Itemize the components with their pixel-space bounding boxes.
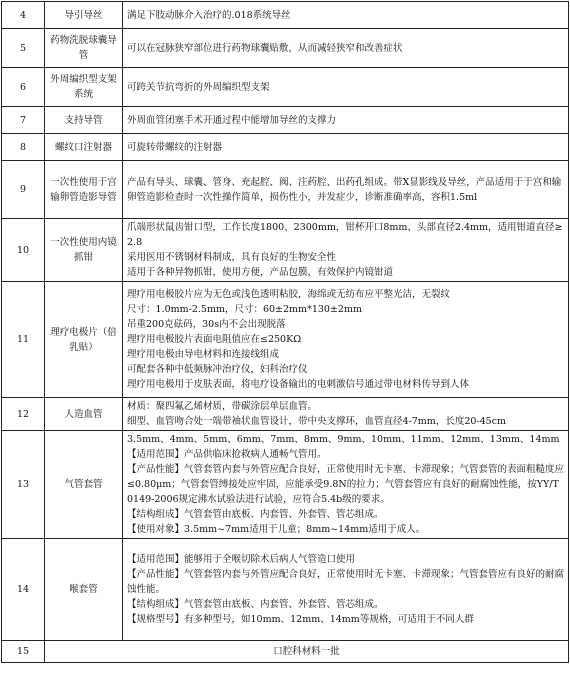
table-row xyxy=(2,107,569,134)
description-paragraph: 【使用对象】3.5mm~7mm适用于儿童；8mm~14mm适用于成人。 xyxy=(127,524,426,535)
table-row xyxy=(2,161,569,219)
description-paragraph: 可以在冠脉狭窄部位进行药物球囊贴敷，从而减轻狭窄和改善症状 xyxy=(127,42,403,54)
row-number: 8 xyxy=(2,134,45,161)
description-paragraph: 【产品性能】气管套管内套与外管应配合良好，正常使用时无卡塞、卡滞现象；气管套管应有良好的耐腐蚀性能。 xyxy=(127,569,565,595)
description-paragraph: 材质：聚四氟乙烯材质，带碳涂层单层血管。 xyxy=(127,401,318,412)
description-paragraph: 【产品性能】气管套管内套与外管应配合良好，正常使用时无卡塞、卡滞现象；气管套管的表面粗糙度应≤0.80μm；气管套管缚接处应牢固，应能承受9.8N的拉力；气管套管应有良好的耐腐蚀性能，按YY/T0149-2006规定沸水试验法进行试验，应符合5.4b级的要求。 xyxy=(127,464,565,505)
table-body xyxy=(2,2,569,663)
description-paragraph: 吊重200克砝码，30s内不会出现脱落 xyxy=(127,319,286,330)
description-paragraph: 细型、血管吻合处一端带袖状血管设计，带中央支撑环，血管直径4-7mm，长度20-45cm xyxy=(127,416,507,427)
row-number: 7 xyxy=(2,107,45,134)
product-description-cell xyxy=(123,282,569,398)
table-row xyxy=(2,29,569,68)
product-description-cell xyxy=(123,107,569,134)
description-paragraph: 爪端形状鼠齿钳口型，工作长度1800、2300mm，钳杯开口8mm、头部直径2.4mm，适用钳道直径≥2.8 xyxy=(127,222,563,248)
description-paragraph: 理疗用电极由导电材料和连接线组成 xyxy=(127,349,280,360)
row-number: 4 xyxy=(2,2,45,29)
product-name-cell: 气管套管 xyxy=(45,431,123,539)
row-number: 10 xyxy=(2,219,45,282)
description-paragraph: 产品有导头、球囊、管身、充起腔、阀、注药腔、出药孔组成。带X显影线及导丝，产品适用于于宫和输卵管造影检查时一次性操作简单，损伤性小，并发症少，诊断准确率高，容积1.5ml xyxy=(127,176,562,203)
description-paragraph: 【适用范围】产品供临床抢救病人通畅气管用。 xyxy=(127,449,327,460)
product-name-cell: 喉套管 xyxy=(45,539,123,641)
description-paragraph: 适用于各种异物抓钳，使用方便，产品包膜，有效保护内镜钳道 xyxy=(127,267,394,278)
table-row xyxy=(2,2,569,29)
table-row xyxy=(2,68,569,107)
product-name-cell: 支持导管 xyxy=(45,107,123,134)
table-row xyxy=(2,641,569,663)
row-number: 12 xyxy=(2,398,45,431)
row-number: 11 xyxy=(2,282,45,398)
description-paragraph: 可配套各种中低频脉冲治疗仪，妇科治疗仪 xyxy=(127,364,308,375)
product-name-cell: 药物洗脱球囊导管 xyxy=(45,29,123,68)
description-paragraph: 尺寸：1.0mm-2.5mm，尺寸：60±2mm*130±2mm xyxy=(127,304,362,315)
description-paragraph: 【规格型号】有多种型号，如10mm、12mm、14mm等规格，可适用于不同人群 xyxy=(127,614,474,625)
product-description-cell xyxy=(123,161,569,219)
product-name-cell: 一次性使用于宫输卵管造影导管 xyxy=(45,161,123,219)
product-spec-table xyxy=(1,1,569,663)
product-description-cell xyxy=(123,398,569,431)
merged-item-cell: 口腔科材料一批 xyxy=(45,641,569,663)
product-name-cell: 理疗电极片（倍乳贴） xyxy=(45,282,123,398)
product-description-cell xyxy=(123,29,569,68)
product-name-cell: 一次性使用内镜抓钳 xyxy=(45,219,123,282)
product-name-cell: 人造血管 xyxy=(45,398,123,431)
row-number: 14 xyxy=(2,539,45,641)
table-row xyxy=(2,134,569,161)
description-paragraph: 【适用范围】能够用于全喉切除术后病人气管造口使用 xyxy=(127,554,356,565)
description-paragraph: 采用医用不锈钢材料制成，具有良好的生物安全性 xyxy=(127,252,337,263)
description-paragraph: 可跨关节抗弯折的外周编织型支架 xyxy=(127,81,270,93)
table-row xyxy=(2,398,569,431)
table-row xyxy=(2,539,569,641)
table-row xyxy=(2,282,569,398)
description-paragraph: 【结构组成】气管套管由底板、内套管、外套管、管芯组成。 xyxy=(127,599,384,610)
description-paragraph: 3.5mm、4mm、5mm、6mm、7mm、8mm、9mm、10mm、11mm、12mm、13mm、14mm xyxy=(127,434,560,445)
table-row xyxy=(2,431,569,539)
description-paragraph: 【结构组成】气管套管由底板、内套管、外套管、管芯组成。 xyxy=(127,509,384,520)
product-description-cell xyxy=(123,539,569,641)
description-paragraph: 理疗用电极用于皮肤表面，将电疗设备输出的电刺激信号通过带电材料传导到人体 xyxy=(127,379,470,390)
description-paragraph: 理疗用电极胶片表面电阻值应在≤250KΩ xyxy=(127,334,302,345)
product-name-cell: 导引导丝 xyxy=(45,2,123,29)
product-name-cell: 外周编织型支架系统 xyxy=(45,68,123,107)
description-paragraph: 外周血管闭塞手术开通过程中能增加导丝的支撑力 xyxy=(127,114,337,126)
product-name-cell: 螺纹口注射器 xyxy=(45,134,123,161)
description-paragraph: 满足下肢动脉介入治疗的.018系统导丝 xyxy=(127,9,291,21)
product-description-cell xyxy=(123,134,569,161)
row-number: 13 xyxy=(2,431,45,539)
row-number: 9 xyxy=(2,161,45,219)
row-number: 6 xyxy=(2,68,45,107)
row-number: 5 xyxy=(2,29,45,68)
product-description-cell xyxy=(123,431,569,539)
product-description-cell xyxy=(123,219,569,282)
description-paragraph: 可旋转带螺纹的注射器 xyxy=(127,141,223,153)
product-description-cell xyxy=(123,68,569,107)
row-number: 15 xyxy=(2,641,45,663)
description-paragraph: 理疗用电极胶片应为无色或浅色透明粘胶，海绵或无纺布应平整光洁，无裂纹 xyxy=(127,289,451,300)
table-row xyxy=(2,219,569,282)
product-description-cell xyxy=(123,2,569,29)
